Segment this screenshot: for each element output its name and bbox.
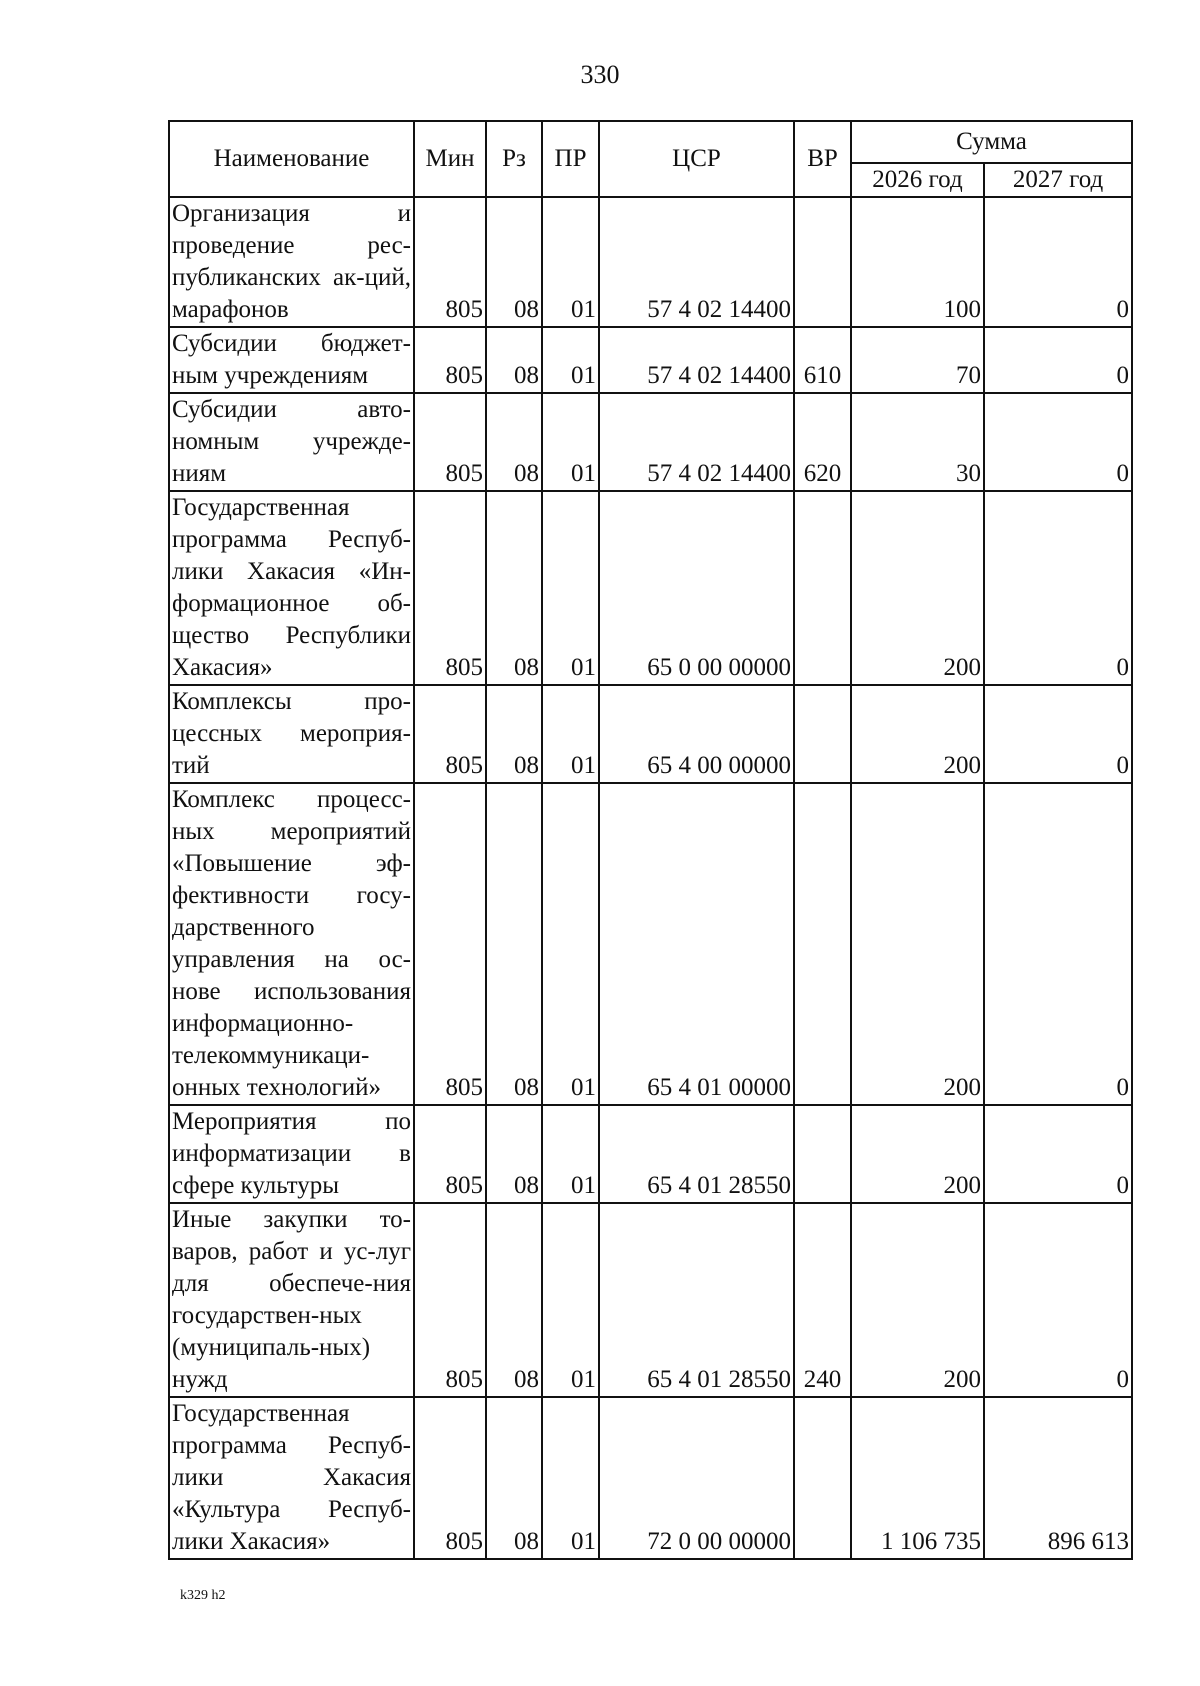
- cell-csr: 65 4 00 00000: [599, 685, 794, 783]
- table-row: [169, 491, 1132, 685]
- header-year-2026: 2026 год: [851, 163, 984, 197]
- cell-sum2026: 200: [851, 685, 984, 783]
- cell-name: Субсидии бюджет-ным учреждениям: [169, 327, 414, 393]
- table-row: [169, 685, 1132, 783]
- header-sum: Сумма: [851, 121, 1132, 163]
- cell-sum2026: 200: [851, 1105, 984, 1203]
- cell-pr: 01: [542, 491, 599, 685]
- cell-min: 805: [414, 1105, 486, 1203]
- cell-name: Комплекс процесс-ных мероприятий «Повышение эф-фективности госу-дарственного управления на ос-нове использования информационно-телекоммуникаци-онных технологий»: [169, 783, 414, 1105]
- cell-sum2026: 200: [851, 783, 984, 1105]
- cell-name: Комплексы про-цессных мероприя-тий: [169, 685, 414, 783]
- table-row: [169, 1203, 1132, 1397]
- cell-pr: 01: [542, 197, 599, 327]
- table-row: [169, 783, 1132, 1105]
- cell-min: 805: [414, 491, 486, 685]
- header-rz: Рз: [486, 121, 542, 197]
- table-row: [169, 1105, 1132, 1203]
- cell-pr: 01: [542, 1203, 599, 1397]
- cell-sum2026: 100: [851, 197, 984, 327]
- cell-csr: 65 4 01 28550: [599, 1203, 794, 1397]
- cell-csr: 57 4 02 14400: [599, 327, 794, 393]
- cell-rz: 08: [486, 1203, 542, 1397]
- cell-vr: [794, 1105, 851, 1203]
- cell-sum2027: 0: [984, 1203, 1132, 1397]
- cell-sum2027: 0: [984, 491, 1132, 685]
- cell-rz: 08: [486, 491, 542, 685]
- cell-min: 805: [414, 783, 486, 1105]
- cell-rz: 08: [486, 1105, 542, 1203]
- cell-name: Субсидии авто-номным учрежде-ниям: [169, 393, 414, 491]
- header-pr: ПР: [542, 121, 599, 197]
- cell-sum2026: 200: [851, 1203, 984, 1397]
- cell-csr: 72 0 00 00000: [599, 1397, 794, 1559]
- cell-pr: 01: [542, 393, 599, 491]
- header-csr: ЦСР: [599, 121, 794, 197]
- cell-vr: 620: [794, 393, 851, 491]
- cell-min: 805: [414, 1203, 486, 1397]
- cell-sum2027: 0: [984, 197, 1132, 327]
- cell-sum2027: 896 613: [984, 1397, 1132, 1559]
- cell-sum2027: 0: [984, 685, 1132, 783]
- cell-pr: 01: [542, 783, 599, 1105]
- cell-csr: 65 4 01 00000: [599, 783, 794, 1105]
- cell-vr: [794, 783, 851, 1105]
- cell-sum2027: 0: [984, 1105, 1132, 1203]
- table-row: [169, 327, 1132, 393]
- header-name: Наименование: [169, 121, 414, 197]
- table-row: [169, 393, 1132, 491]
- cell-rz: 08: [486, 783, 542, 1105]
- cell-rz: 08: [486, 393, 542, 491]
- cell-vr: [794, 685, 851, 783]
- cell-sum2027: 0: [984, 783, 1132, 1105]
- cell-rz: 08: [486, 1397, 542, 1559]
- budget-table: [168, 120, 1133, 1560]
- cell-sum2026: 70: [851, 327, 984, 393]
- cell-pr: 01: [542, 1105, 599, 1203]
- cell-name: Мероприятия по информатизации в сфере культуры: [169, 1105, 414, 1203]
- cell-rz: 08: [486, 197, 542, 327]
- cell-csr: 65 0 00 00000: [599, 491, 794, 685]
- cell-vr: [794, 491, 851, 685]
- cell-vr: 240: [794, 1203, 851, 1397]
- cell-csr: 57 4 02 14400: [599, 393, 794, 491]
- cell-pr: 01: [542, 327, 599, 393]
- cell-csr: 65 4 01 28550: [599, 1105, 794, 1203]
- cell-sum2026: 1 106 735: [851, 1397, 984, 1559]
- header-year-2027: 2027 год: [984, 163, 1132, 197]
- footer-code: k329 h2: [180, 1588, 226, 1603]
- cell-sum2026: 200: [851, 491, 984, 685]
- cell-pr: 01: [542, 685, 599, 783]
- cell-sum2026: 30: [851, 393, 984, 491]
- cell-rz: 08: [486, 685, 542, 783]
- cell-name: Иные закупки то-варов, работ и ус-луг для обеспече-ния государствен-ных (муниципаль-ных) нужд: [169, 1203, 414, 1397]
- cell-pr: 01: [542, 1397, 599, 1559]
- cell-name: Организация и проведение рес-публиканских ак-ций, марафонов: [169, 197, 414, 327]
- cell-vr: 610: [794, 327, 851, 393]
- cell-min: 805: [414, 393, 486, 491]
- cell-min: 805: [414, 685, 486, 783]
- page-number: 330: [580, 60, 620, 89]
- table-row: [169, 197, 1132, 327]
- cell-csr: 57 4 02 14400: [599, 197, 794, 327]
- table-body: [169, 197, 1132, 1559]
- cell-sum2027: 0: [984, 393, 1132, 491]
- cell-name: Государственная программа Респуб-лики Хакасия «Культура Респуб-лики Хакасия»: [169, 1397, 414, 1559]
- cell-vr: [794, 1397, 851, 1559]
- cell-min: 805: [414, 1397, 486, 1559]
- table-row: [169, 1397, 1132, 1559]
- cell-name: Государственная программа Респуб-лики Хакасия «Ин-формационное об-щество Республики Хакасия»: [169, 491, 414, 685]
- cell-sum2027: 0: [984, 327, 1132, 393]
- cell-min: 805: [414, 327, 486, 393]
- header-vr: ВР: [794, 121, 851, 197]
- cell-vr: [794, 197, 851, 327]
- cell-rz: 08: [486, 327, 542, 393]
- header-min: Мин: [414, 121, 486, 197]
- cell-min: 805: [414, 197, 486, 327]
